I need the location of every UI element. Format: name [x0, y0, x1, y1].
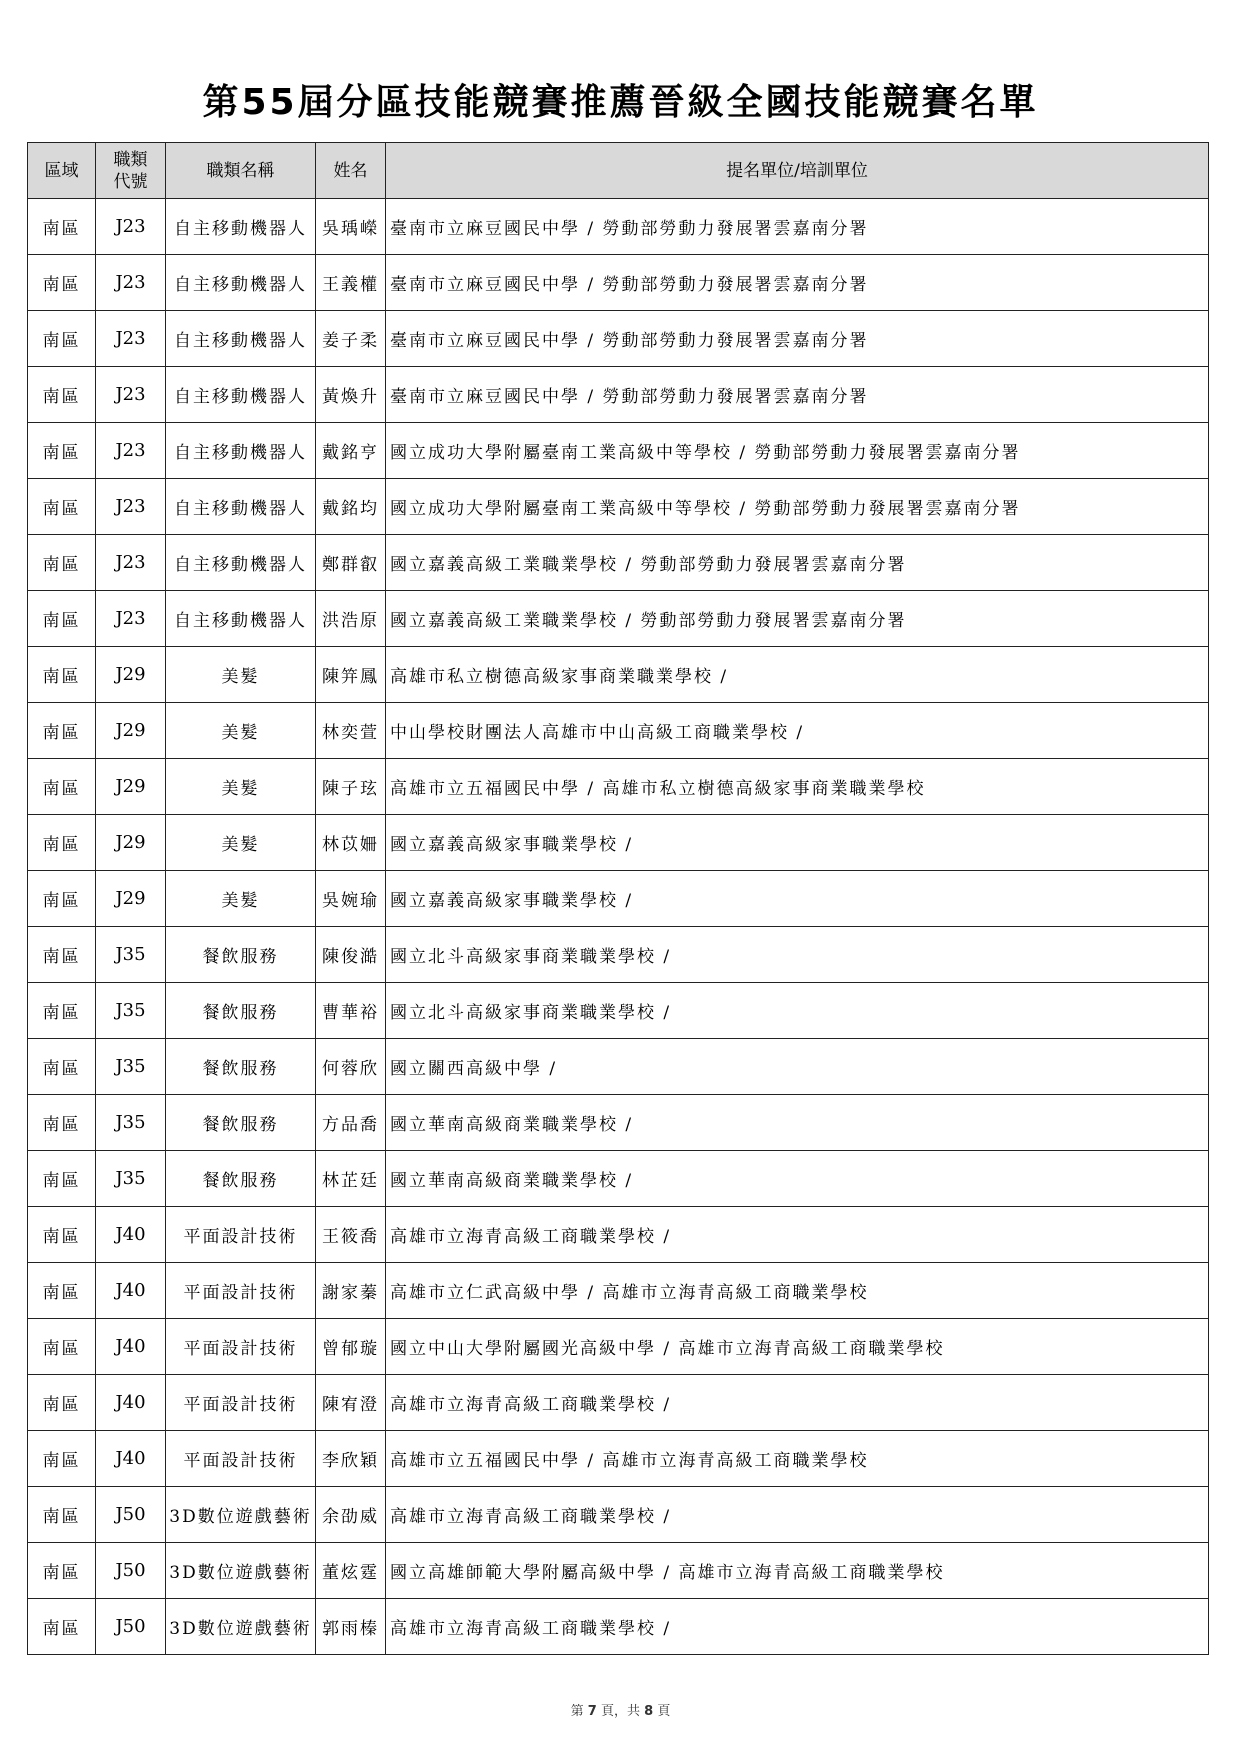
cell-trade: 自主移動機器人	[166, 423, 316, 479]
cell-region: 南區	[28, 1207, 96, 1263]
cell-name: 何蓉欣	[316, 1039, 386, 1095]
cell-trade: 平面設計技術	[166, 1431, 316, 1487]
footer-suffix: 頁	[657, 1704, 671, 1719]
cell-region: 南區	[28, 983, 96, 1039]
cell-trade: 平面設計技術	[166, 1375, 316, 1431]
cell-region: 南區	[28, 1039, 96, 1095]
cell-code: J35	[96, 983, 166, 1039]
cell-name: 林奕萱	[316, 703, 386, 759]
cell-code: J29	[96, 759, 166, 815]
cell-code: J23	[96, 199, 166, 255]
cell-code: J35	[96, 1095, 166, 1151]
cell-trade: 3D數位遊戲藝術	[166, 1543, 316, 1599]
cell-unit: 國立嘉義高級工業職業學校 / 勞動部勞動力發展署雲嘉南分署	[386, 591, 1209, 647]
table-row	[28, 199, 1209, 255]
cell-trade: 平面設計技術	[166, 1319, 316, 1375]
cell-code: J35	[96, 927, 166, 983]
header-code-line2: 代號	[113, 171, 148, 192]
cell-name: 鄭群叡	[316, 535, 386, 591]
cell-code: J23	[96, 535, 166, 591]
table-row	[28, 1599, 1209, 1655]
header-name: 姓名	[316, 143, 386, 199]
cell-code: J23	[96, 255, 166, 311]
cell-trade: 自主移動機器人	[166, 535, 316, 591]
cell-name: 姜子柔	[316, 311, 386, 367]
cell-trade: 平面設計技術	[166, 1207, 316, 1263]
cell-region: 南區	[28, 927, 96, 983]
cell-unit: 高雄市立海青高級工商職業學校 /	[386, 1487, 1209, 1543]
cell-code: J29	[96, 647, 166, 703]
cell-name: 陳子玹	[316, 759, 386, 815]
table-row	[28, 1151, 1209, 1207]
table-row	[28, 871, 1209, 927]
page-title: 第55屆分區技能競賽推薦晉級全國技能競賽名單	[202, 82, 1039, 123]
table-row	[28, 983, 1209, 1039]
cell-region: 南區	[28, 1263, 96, 1319]
table-row	[28, 703, 1209, 759]
table-row	[28, 1487, 1209, 1543]
cell-code: J40	[96, 1207, 166, 1263]
cell-name: 李欣穎	[316, 1431, 386, 1487]
cell-code: J23	[96, 591, 166, 647]
footer-prefix: 第	[570, 1704, 584, 1719]
cell-name: 林苡姍	[316, 815, 386, 871]
cell-unit: 國立北斗高級家事商業職業學校 /	[386, 927, 1209, 983]
cell-unit: 國立華南高級商業職業學校 /	[386, 1151, 1209, 1207]
cell-region: 南區	[28, 815, 96, 871]
cell-name: 陳宥澄	[316, 1375, 386, 1431]
cell-name: 曹華裕	[316, 983, 386, 1039]
cell-region: 南區	[28, 367, 96, 423]
cell-name: 林芷廷	[316, 1151, 386, 1207]
cell-trade: 美髮	[166, 759, 316, 815]
table-row	[28, 311, 1209, 367]
cell-region: 南區	[28, 1095, 96, 1151]
cell-trade: 美髮	[166, 815, 316, 871]
cell-unit: 高雄市私立樹德高級家事商業職業學校 /	[386, 647, 1209, 703]
cell-name: 吳婉瑜	[316, 871, 386, 927]
table-row	[28, 535, 1209, 591]
cell-unit: 國立嘉義高級家事職業學校 /	[386, 871, 1209, 927]
cell-trade: 餐飲服務	[166, 1151, 316, 1207]
cell-code: J23	[96, 479, 166, 535]
cell-unit: 國立嘉義高級家事職業學校 /	[386, 815, 1209, 871]
cell-region: 南區	[28, 703, 96, 759]
table-row	[28, 479, 1209, 535]
table-row	[28, 1319, 1209, 1375]
cell-unit: 國立嘉義高級工業職業學校 / 勞動部勞動力發展署雲嘉南分署	[386, 535, 1209, 591]
cell-unit: 高雄市立海青高級工商職業學校 /	[386, 1599, 1209, 1655]
cell-trade: 美髮	[166, 871, 316, 927]
cell-unit: 臺南市立麻豆國民中學 / 勞動部勞動力發展署雲嘉南分署	[386, 311, 1209, 367]
cell-unit: 高雄市立五福國民中學 / 高雄市立海青高級工商職業學校	[386, 1431, 1209, 1487]
nomination-table	[27, 142, 1209, 1655]
table-row	[28, 1263, 1209, 1319]
cell-name: 吳瑀嶸	[316, 199, 386, 255]
footer-page-number: 7	[587, 1704, 597, 1719]
cell-name: 王筱喬	[316, 1207, 386, 1263]
cell-trade: 3D數位遊戲藝術	[166, 1599, 316, 1655]
cell-code: J35	[96, 1039, 166, 1095]
cell-name: 郭雨榛	[316, 1599, 386, 1655]
cell-unit: 中山學校財團法人高雄市中山高級工商職業學校 /	[386, 703, 1209, 759]
table-row	[28, 1543, 1209, 1599]
cell-unit: 國立關西高級中學 /	[386, 1039, 1209, 1095]
cell-region: 南區	[28, 1431, 96, 1487]
cell-trade: 平面設計技術	[166, 1263, 316, 1319]
cell-unit: 國立成功大學附屬臺南工業高級中等學校 / 勞動部勞動力發展署雲嘉南分署	[386, 479, 1209, 535]
cell-trade: 自主移動機器人	[166, 591, 316, 647]
cell-name: 董炫霆	[316, 1543, 386, 1599]
header-region: 區域	[28, 143, 96, 199]
table-row	[28, 423, 1209, 479]
cell-region: 南區	[28, 423, 96, 479]
cell-unit: 國立高雄師範大學附屬高級中學 / 高雄市立海青高級工商職業學校	[386, 1543, 1209, 1599]
table-row	[28, 647, 1209, 703]
cell-trade: 餐飲服務	[166, 983, 316, 1039]
cell-code: J50	[96, 1599, 166, 1655]
table-row	[28, 255, 1209, 311]
cell-region: 南區	[28, 1151, 96, 1207]
header-trade: 職類名稱	[166, 143, 316, 199]
cell-name: 黃煥升	[316, 367, 386, 423]
footer-total-pages: 8	[644, 1704, 654, 1719]
cell-region: 南區	[28, 1599, 96, 1655]
table-row	[28, 759, 1209, 815]
cell-unit: 臺南市立麻豆國民中學 / 勞動部勞動力發展署雲嘉南分署	[386, 367, 1209, 423]
cell-code: J50	[96, 1487, 166, 1543]
cell-name: 王義權	[316, 255, 386, 311]
cell-region: 南區	[28, 1319, 96, 1375]
cell-trade: 自主移動機器人	[166, 479, 316, 535]
cell-code: J29	[96, 703, 166, 759]
table-row	[28, 927, 1209, 983]
cell-region: 南區	[28, 871, 96, 927]
cell-code: J50	[96, 1543, 166, 1599]
cell-unit: 國立華南高級商業職業學校 /	[386, 1095, 1209, 1151]
table-row	[28, 1039, 1209, 1095]
cell-region: 南區	[28, 535, 96, 591]
table-row	[28, 1207, 1209, 1263]
cell-region: 南區	[28, 1487, 96, 1543]
cell-region: 南區	[28, 479, 96, 535]
cell-unit: 高雄市立海青高級工商職業學校 /	[386, 1207, 1209, 1263]
cell-trade: 3D數位遊戲藝術	[166, 1487, 316, 1543]
table-row	[28, 1375, 1209, 1431]
cell-code: J23	[96, 367, 166, 423]
cell-region: 南區	[28, 759, 96, 815]
cell-name: 曾郁璇	[316, 1319, 386, 1375]
cell-name: 陳俊澔	[316, 927, 386, 983]
cell-code: J40	[96, 1319, 166, 1375]
page-footer	[0, 1700, 1241, 1719]
table-row	[28, 815, 1209, 871]
cell-name: 戴銘亨	[316, 423, 386, 479]
header-code-line1: 職類	[113, 149, 148, 170]
cell-region: 南區	[28, 1375, 96, 1431]
cell-trade: 自主移動機器人	[166, 311, 316, 367]
cell-trade: 餐飲服務	[166, 1039, 316, 1095]
cell-code: J23	[96, 311, 166, 367]
header-code	[96, 143, 166, 199]
cell-trade: 餐飲服務	[166, 1095, 316, 1151]
header-unit: 提名單位/培訓單位	[386, 143, 1209, 199]
cell-name: 戴銘均	[316, 479, 386, 535]
cell-unit: 國立中山大學附屬國光高級中學 / 高雄市立海青高級工商職業學校	[386, 1319, 1209, 1375]
cell-trade: 美髮	[166, 703, 316, 759]
cell-trade: 自主移動機器人	[166, 367, 316, 423]
cell-unit: 高雄市立五福國民中學 / 高雄市私立樹德高級家事商業職業學校	[386, 759, 1209, 815]
cell-code: J40	[96, 1263, 166, 1319]
table-row	[28, 367, 1209, 423]
cell-name: 謝家蓁	[316, 1263, 386, 1319]
cell-trade: 自主移動機器人	[166, 255, 316, 311]
cell-trade: 美髮	[166, 647, 316, 703]
cell-trade: 自主移動機器人	[166, 199, 316, 255]
cell-code: J35	[96, 1151, 166, 1207]
cell-name: 陳笄鳳	[316, 647, 386, 703]
cell-unit: 高雄市立海青高級工商職業學校 /	[386, 1375, 1209, 1431]
cell-name: 方品喬	[316, 1095, 386, 1151]
table-row	[28, 1431, 1209, 1487]
table-body	[28, 199, 1209, 1655]
cell-region: 南區	[28, 591, 96, 647]
cell-unit: 高雄市立仁武高級中學 / 高雄市立海青高級工商職業學校	[386, 1263, 1209, 1319]
cell-region: 南區	[28, 199, 96, 255]
cell-region: 南區	[28, 255, 96, 311]
cell-unit: 國立北斗高級家事商業職業學校 /	[386, 983, 1209, 1039]
cell-unit: 臺南市立麻豆國民中學 / 勞動部勞動力發展署雲嘉南分署	[386, 199, 1209, 255]
cell-unit: 臺南市立麻豆國民中學 / 勞動部勞動力發展署雲嘉南分署	[386, 255, 1209, 311]
cell-code: J23	[96, 423, 166, 479]
cell-code: J29	[96, 871, 166, 927]
cell-code: J40	[96, 1375, 166, 1431]
cell-name: 余劭威	[316, 1487, 386, 1543]
cell-code: J29	[96, 815, 166, 871]
cell-region: 南區	[28, 311, 96, 367]
cell-region: 南區	[28, 647, 96, 703]
table-header-row	[28, 143, 1209, 199]
footer-middle: 頁，共	[600, 1704, 640, 1719]
cell-name: 洪浩原	[316, 591, 386, 647]
cell-code: J40	[96, 1431, 166, 1487]
table-row	[28, 1095, 1209, 1151]
table-row	[28, 591, 1209, 647]
cell-trade: 餐飲服務	[166, 927, 316, 983]
cell-region: 南區	[28, 1543, 96, 1599]
cell-unit: 國立成功大學附屬臺南工業高級中等學校 / 勞動部勞動力發展署雲嘉南分署	[386, 423, 1209, 479]
